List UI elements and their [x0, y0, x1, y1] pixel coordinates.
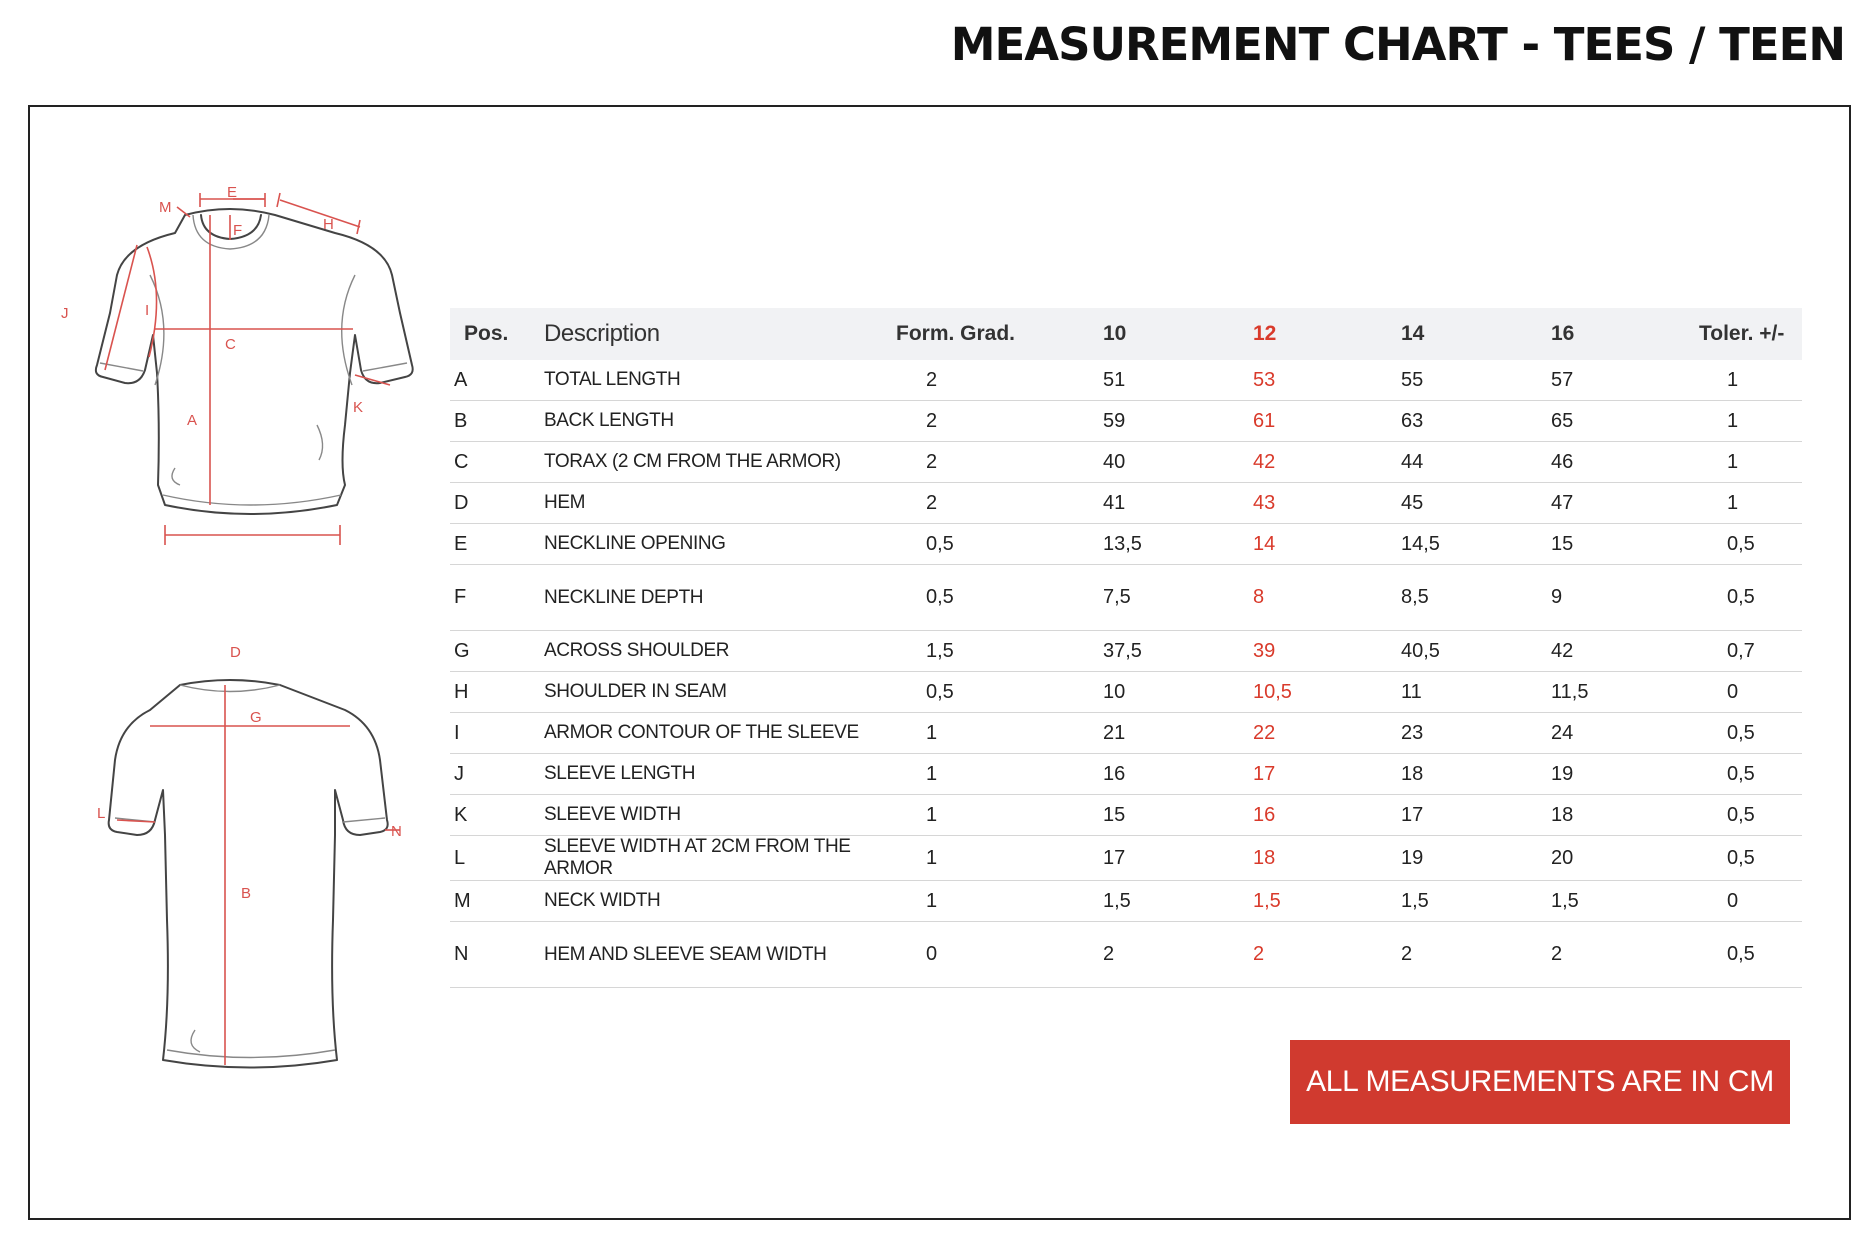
header-form-grad: Form. Grad.	[896, 322, 1016, 345]
cell-tolerance: 1	[1699, 483, 1802, 524]
cell-size-16: 20	[1551, 836, 1699, 881]
cell-description: SLEEVE WIDTH AT 2CM FROM THE ARMOR	[542, 836, 896, 881]
cell-form-grad: 1	[896, 795, 1103, 836]
diagram-label-a: A	[187, 412, 198, 429]
diagram-label-d: D	[230, 644, 241, 660]
header-description: Description	[544, 320, 660, 347]
cell-size-14: 2	[1401, 922, 1551, 988]
front-shirt-diagram	[55, 185, 415, 660]
cell-size-10: 40	[1103, 442, 1253, 483]
cell-size-14: 17	[1401, 795, 1551, 836]
cell-size-14: 1,5	[1401, 881, 1551, 922]
cell-pos: L	[450, 836, 542, 881]
cell-size-16: 19	[1551, 754, 1699, 795]
header-size-12: 12	[1253, 322, 1277, 345]
table-body	[450, 360, 1802, 988]
cell-size-10: 2	[1103, 922, 1253, 988]
header-size-10: 10	[1103, 322, 1127, 345]
cell-pos: A	[450, 360, 542, 401]
cell-size-14: 40,5	[1401, 631, 1551, 672]
cell-size-14: 11	[1401, 672, 1551, 713]
cell-size-10: 15	[1103, 795, 1253, 836]
cell-size-16: 2	[1551, 922, 1699, 988]
cell-size-14: 18	[1401, 754, 1551, 795]
cell-form-grad: 1	[896, 754, 1103, 795]
cell-size-16: 18	[1551, 795, 1699, 836]
cell-description: SLEEVE LENGTH	[542, 754, 896, 795]
table-row	[450, 442, 1802, 483]
cell-form-grad: 2	[896, 401, 1103, 442]
cell-size-12: 8	[1253, 565, 1401, 631]
cell-tolerance: 0,5	[1699, 565, 1802, 631]
cell-pos: G	[450, 631, 542, 672]
cell-tolerance: 0,5	[1699, 713, 1802, 754]
header-size-14: 14	[1401, 322, 1425, 345]
diagram-label-j: J	[61, 305, 69, 322]
table-row	[450, 713, 1802, 754]
cell-pos: I	[450, 713, 542, 754]
cell-pos: D	[450, 483, 542, 524]
cell-size-16: 15	[1551, 524, 1699, 565]
table-row	[450, 836, 1802, 881]
cell-size-12: 42	[1253, 442, 1401, 483]
cell-size-10: 13,5	[1103, 524, 1253, 565]
cell-description: NECK WIDTH	[542, 881, 896, 922]
cell-size-10: 41	[1103, 483, 1253, 524]
cell-form-grad: 2	[896, 360, 1103, 401]
diagram-label-m: M	[159, 199, 172, 216]
cell-description: HEM AND SLEEVE SEAM WIDTH	[542, 922, 896, 988]
cell-form-grad: 0,5	[896, 672, 1103, 713]
diagram-label-f: F	[233, 222, 243, 239]
cell-tolerance: 0,7	[1699, 631, 1802, 672]
cell-description: ARMOR CONTOUR OF THE SLEEVE	[542, 713, 896, 754]
cell-size-14: 19	[1401, 836, 1551, 881]
diagram-label-l: L	[97, 805, 106, 822]
cell-tolerance: 1	[1699, 442, 1802, 483]
cell-description: TORAX (2 CM FROM THE ARMOR)	[542, 442, 896, 483]
cell-size-10: 59	[1103, 401, 1253, 442]
table-header-row	[450, 308, 1802, 360]
table-row	[450, 922, 1802, 988]
cell-pos: B	[450, 401, 542, 442]
cell-size-14: 8,5	[1401, 565, 1551, 631]
cell-pos: K	[450, 795, 542, 836]
cell-description: NECKLINE OPENING	[542, 524, 896, 565]
cell-size-12: 22	[1253, 713, 1401, 754]
cell-size-16: 24	[1551, 713, 1699, 754]
page-title: MEASUREMENT CHART - TEES / TEEN	[950, 18, 1845, 71]
table-row	[450, 795, 1802, 836]
cell-tolerance: 0,5	[1699, 836, 1802, 881]
cell-size-10: 37,5	[1103, 631, 1253, 672]
table-row	[450, 360, 1802, 401]
cell-form-grad: 1	[896, 713, 1103, 754]
cell-form-grad: 1,5	[896, 631, 1103, 672]
cell-form-grad: 0	[896, 922, 1103, 988]
cell-size-12: 53	[1253, 360, 1401, 401]
cell-size-12: 43	[1253, 483, 1401, 524]
cell-tolerance: 1	[1699, 401, 1802, 442]
diagram-label-e: E	[227, 185, 238, 201]
cell-tolerance: 0,5	[1699, 524, 1802, 565]
cell-size-16: 9	[1551, 565, 1699, 631]
cell-size-10: 16	[1103, 754, 1253, 795]
cell-tolerance: 1	[1699, 360, 1802, 401]
cell-size-10: 10	[1103, 672, 1253, 713]
cell-description: HEM	[542, 483, 896, 524]
cell-tolerance: 0,5	[1699, 922, 1802, 988]
diagram-label-h: H	[323, 216, 334, 233]
cell-tolerance: 0,5	[1699, 754, 1802, 795]
cell-size-10: 1,5	[1103, 881, 1253, 922]
cell-pos: M	[450, 881, 542, 922]
cell-pos: J	[450, 754, 542, 795]
cell-size-12: 61	[1253, 401, 1401, 442]
header-tolerance: Toler. +/-	[1699, 322, 1785, 345]
cell-size-14: 45	[1401, 483, 1551, 524]
cell-size-14: 63	[1401, 401, 1551, 442]
cell-size-12: 17	[1253, 754, 1401, 795]
table-row	[450, 754, 1802, 795]
cell-size-16: 1,5	[1551, 881, 1699, 922]
table-row	[450, 565, 1802, 631]
diagram-label-g: G	[250, 709, 262, 726]
cell-size-12: 16	[1253, 795, 1401, 836]
cell-size-16: 46	[1551, 442, 1699, 483]
diagram-label-n: N	[391, 823, 402, 840]
cell-form-grad: 0,5	[896, 524, 1103, 565]
cell-description: SLEEVE WIDTH	[542, 795, 896, 836]
cell-size-14: 44	[1401, 442, 1551, 483]
cell-size-16: 42	[1551, 631, 1699, 672]
cell-size-14: 55	[1401, 360, 1551, 401]
cell-form-grad: 1	[896, 836, 1103, 881]
units-note-banner: ALL MEASUREMENTS ARE IN CM	[1290, 1040, 1790, 1124]
cell-size-16: 57	[1551, 360, 1699, 401]
diagram-label-b: B	[241, 885, 252, 902]
cell-size-14: 23	[1401, 713, 1551, 754]
cell-description: ACROSS SHOULDER	[542, 631, 896, 672]
table-row	[450, 631, 1802, 672]
cell-tolerance: 0,5	[1699, 795, 1802, 836]
cell-tolerance: 0	[1699, 881, 1802, 922]
cell-size-16: 65	[1551, 401, 1699, 442]
cell-form-grad: 1	[896, 881, 1103, 922]
cell-size-16: 47	[1551, 483, 1699, 524]
cell-size-16: 11,5	[1551, 672, 1699, 713]
cell-size-12: 39	[1253, 631, 1401, 672]
cell-pos: F	[450, 565, 542, 631]
cell-form-grad: 2	[896, 483, 1103, 524]
table-row	[450, 524, 1802, 565]
cell-size-10: 51	[1103, 360, 1253, 401]
diagram-label-i: I	[145, 302, 150, 319]
cell-pos: H	[450, 672, 542, 713]
cell-pos: N	[450, 922, 542, 988]
cell-size-12: 1,5	[1253, 881, 1401, 922]
header-size-16: 16	[1551, 322, 1575, 345]
cell-description: SHOULDER IN SEAM	[542, 672, 896, 713]
cell-size-14: 14,5	[1401, 524, 1551, 565]
measurement-table	[450, 308, 1802, 988]
back-shirt-diagram	[55, 670, 415, 1100]
cell-size-12: 2	[1253, 922, 1401, 988]
table-row	[450, 483, 1802, 524]
cell-pos: C	[450, 442, 542, 483]
table-row	[450, 672, 1802, 713]
cell-size-10: 21	[1103, 713, 1253, 754]
diagram-label-k: K	[353, 399, 364, 416]
cell-form-grad: 2	[896, 442, 1103, 483]
cell-pos: E	[450, 524, 542, 565]
cell-tolerance: 0	[1699, 672, 1802, 713]
cell-form-grad: 0,5	[896, 565, 1103, 631]
cell-size-12: 18	[1253, 836, 1401, 881]
cell-description: BACK LENGTH	[542, 401, 896, 442]
cell-size-10: 17	[1103, 836, 1253, 881]
cell-size-10: 7,5	[1103, 565, 1253, 631]
table-row	[450, 881, 1802, 922]
header-pos: Pos.	[464, 322, 509, 345]
cell-size-12: 14	[1253, 524, 1401, 565]
table-row	[450, 401, 1802, 442]
cell-size-12: 10,5	[1253, 672, 1401, 713]
diagram-label-c: C	[225, 336, 236, 353]
cell-description: TOTAL LENGTH	[542, 360, 896, 401]
cell-description: NECKLINE DEPTH	[542, 565, 896, 631]
